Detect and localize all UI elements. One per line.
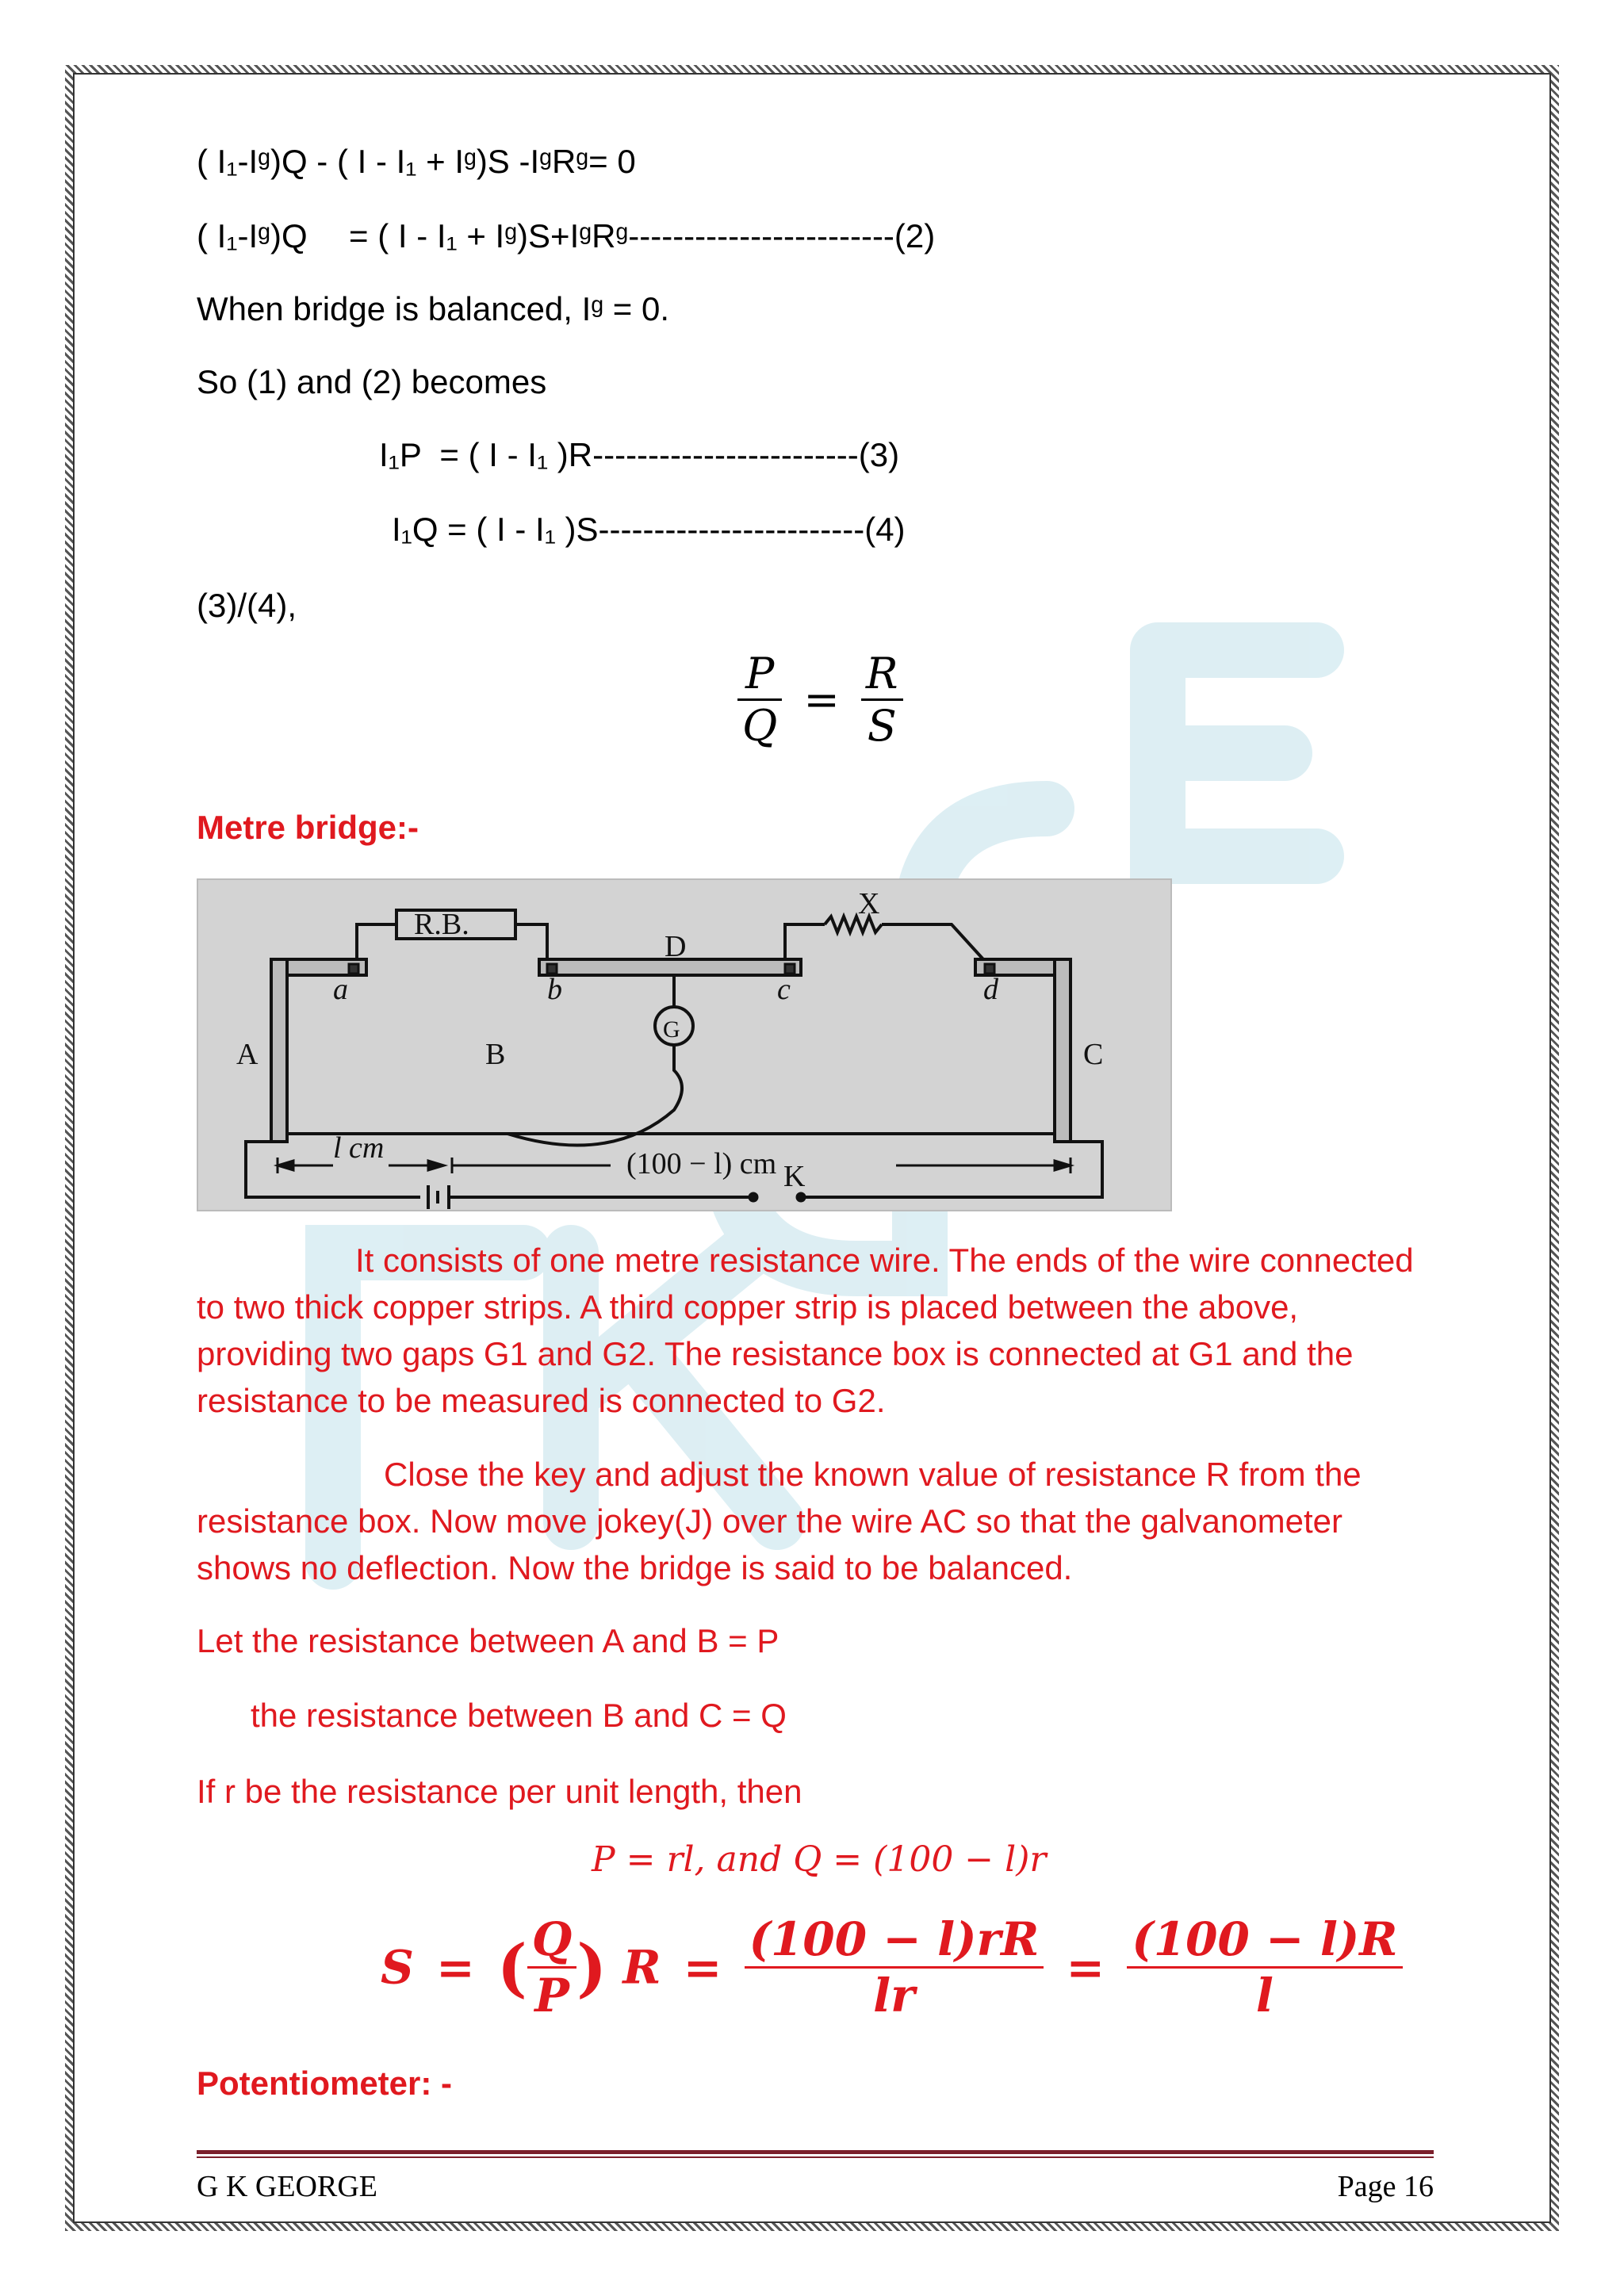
label-G: G (663, 1016, 680, 1043)
metre-bridge-diagram (197, 878, 1172, 1211)
equation-3: I₁P = ( I - I₁ )R------------------------(3) (379, 436, 900, 473)
circuit-diagram (198, 880, 1170, 1210)
equation-4: I₁Q = ( I - I₁ )S------------------------(4) (392, 511, 906, 548)
balanced-condition: When bridge is balanced, Iᵍ = 0. (197, 290, 670, 327)
equation-line: ( I₁-Iᵍ)Q - ( I - I₁ + Iᵍ)S -IᵍRᵍ= 0 (197, 143, 636, 180)
footer-author: G K GEORGE (197, 2170, 377, 2203)
label-l-cm: l cm (333, 1131, 385, 1165)
paragraph-construction: It consists of one metre resistance wire. The ends of the wire connected to two thick copper strips. A third copper strip is placed between the above, providing two gaps G1 and G2. The resistance box is connected at G1 and the resistance to be measured is connected to G2. (197, 1242, 1414, 1419)
paragraph-procedure: Close the key and adjust the known value of resistance R from the resistance box. Now move jokey(J) over the wire AC so that the galvanometer shows no deflection. Now the bridge is said to be balanced. (197, 1456, 1362, 1586)
s-equation: S = ( $\frac{Q}{P}$ ) R = $\frac{(100 - l)rR}{lr}$ = $\frac{(100 - l)R}{l}$ (381, 1912, 1403, 2022)
pq-equation: P = rl, and Q = (100 − l)r (592, 1839, 1047, 1880)
ratio-label: (3)/(4), (197, 587, 297, 624)
footer-rule (197, 2150, 1434, 2154)
potentiometer-heading: Potentiometer: - (197, 2064, 453, 2102)
label-rest-cm: (100 − l) cm (626, 1147, 777, 1181)
label-b-small: b (547, 973, 562, 1006)
balance-fraction: $\frac{P}{Q}$ = $\frac{R}{S}$ (737, 649, 903, 751)
label-a: a (333, 973, 348, 1006)
footer-page-number: Page 16 (1337, 2170, 1434, 2203)
label-c-small: c (777, 973, 791, 1006)
label-C: C (1083, 1038, 1104, 1071)
label-D: D (665, 930, 687, 963)
label-K: K (783, 1160, 806, 1193)
per-length-text: If r be the resistance per unit length, then (197, 1773, 802, 1810)
label-d-small: d (983, 973, 998, 1006)
becomes-text: So (1) and (2) becomes (197, 363, 547, 400)
equation-2-right: = ( I - I₁ + Iᵍ)S+IᵍRᵍ------------------------(2) (349, 217, 936, 254)
equation-2-left: ( I₁-Iᵍ)Q (197, 217, 308, 254)
label-A: A (236, 1038, 259, 1071)
metre-bridge-heading: Metre bridge:- (197, 809, 419, 846)
footer-rule-thin (197, 2156, 1434, 2158)
label-X: X (858, 887, 880, 920)
resistance-ab: Let the resistance between A and B = P (197, 1622, 779, 1659)
resistance-bc: the resistance between B and C = Q (251, 1697, 787, 1734)
label-B: B (485, 1038, 506, 1071)
label-rb: R.B. (414, 908, 469, 941)
